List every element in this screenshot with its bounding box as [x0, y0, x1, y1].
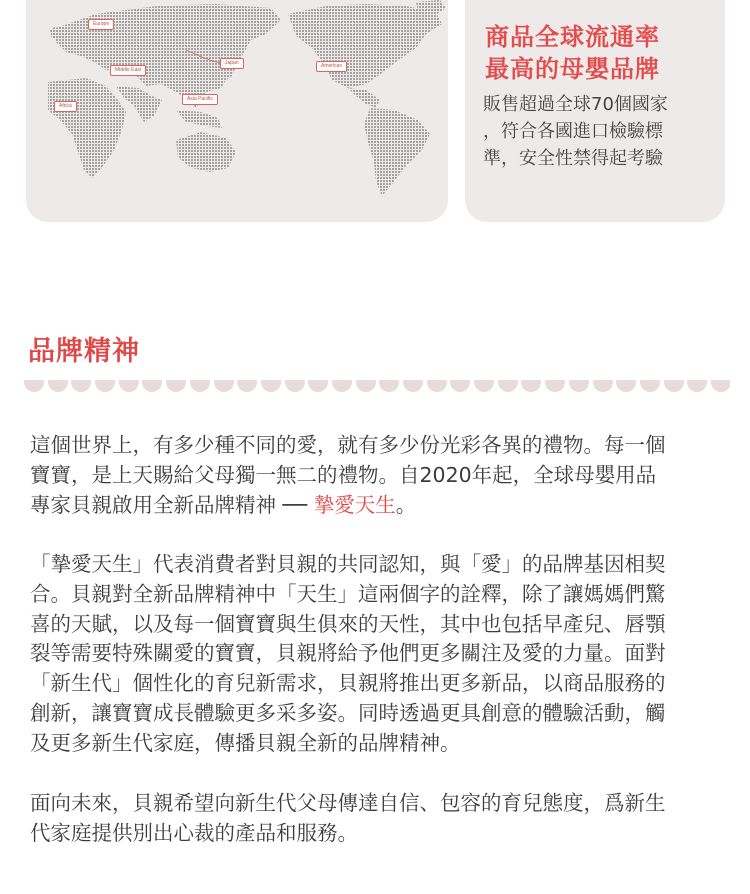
divider-dot	[664, 380, 684, 392]
paragraph-brand-meaning	[30, 550, 730, 759]
divider-dot	[214, 380, 234, 392]
paragraph-line: 寶寶，是上天賜給父母獨一無二的禮物。自2020年起，全球母嬰用品	[30, 462, 657, 487]
map-label-japan: Japan	[220, 58, 244, 69]
info-card-title	[485, 21, 715, 85]
divider-dot	[166, 380, 186, 392]
divider-dot	[403, 380, 423, 392]
divider-dot	[95, 380, 115, 392]
divider-dot	[119, 380, 139, 392]
divider-dot	[332, 380, 352, 392]
paragraph-intro	[30, 431, 730, 520]
divider-dot	[285, 380, 305, 392]
divider-dot	[521, 380, 541, 392]
divider-dot	[261, 380, 281, 392]
distribution-info-card	[465, 0, 725, 222]
paragraph-line: 面向未來，貝親希望向新生代父母傳達自信、包容的育兒態度，爲新生	[30, 791, 666, 815]
paragraph-text: 。	[395, 492, 417, 517]
map-label-asia-pacific: Asia Pacific	[182, 94, 218, 105]
divider-dot	[142, 380, 162, 392]
divider-dot	[498, 380, 518, 392]
info-title-line: 商品全球流通率	[485, 23, 660, 51]
info-body-line: ，符合各國進口檢驗標	[483, 121, 663, 142]
divider-dot	[450, 380, 470, 392]
divider-dot	[616, 380, 636, 392]
divider-dot	[569, 380, 589, 392]
dotted-divider	[24, 380, 730, 392]
divider-dot	[24, 380, 44, 392]
divider-dot	[356, 380, 376, 392]
info-body-line: 準，安全性禁得起考驗	[483, 148, 663, 169]
world-map-card	[26, 0, 448, 222]
info-card-body	[483, 91, 713, 172]
divider-dot	[379, 380, 399, 392]
paragraph-line: 喜的天賦，以及每一個寶寶與生俱來的天性，其中也包括早產兒、唇顎	[30, 611, 666, 636]
divider-dot	[711, 380, 730, 392]
divider-dot	[593, 380, 613, 392]
divider-dot	[308, 380, 328, 392]
info-title-line: 最高的母嬰品牌	[485, 55, 660, 83]
divider-dot	[687, 380, 707, 392]
world-map-image	[26, 0, 448, 222]
section-title: 品牌精神	[28, 336, 140, 367]
divider-dot	[545, 380, 565, 392]
paragraph-line: 「摯愛天生」代表消費者對貝親的共同認知，與「愛」的品牌基因相契	[30, 552, 666, 576]
map-label-american: American	[316, 61, 347, 72]
divider-dot	[71, 380, 91, 392]
divider-dot	[190, 380, 210, 392]
brand-slogan-highlight: 摯愛天生	[313, 492, 396, 517]
divider-dot	[640, 380, 660, 392]
paragraph-line: 這個世界上，有多少種不同的愛，就有多少份光彩各異的禮物。每一個	[30, 433, 666, 457]
paragraph-line	[30, 491, 730, 521]
divider-dot	[427, 380, 447, 392]
divider-dot	[48, 380, 68, 392]
divider-dot	[237, 380, 257, 392]
map-label-europe: Europe	[88, 19, 114, 30]
paragraph-line: 合。貝親對全新品牌精神中「天生」這兩個字的詮釋，除了讓媽媽們驚	[30, 581, 666, 606]
paragraph-line: 代家庭提供別出心裁的產品和服務。	[30, 820, 358, 845]
paragraph-future	[30, 789, 730, 849]
map-label-middle-east: Middle East	[110, 65, 146, 76]
paragraph-line: 裂等需要特殊關愛的寶寶，貝親將給予他們更多關注及愛的力量。面對	[30, 641, 666, 666]
paragraph-text: 專家貝親啟用全新品牌精神 ──	[30, 492, 314, 517]
paragraph-line: 「新生代」個性化的育兒新需求，貝親將推出更多新品，以商品服務的	[30, 671, 666, 696]
map-label-africa: Africa	[54, 101, 77, 112]
paragraph-line: 及更多新生代家庭，傳播貝親全新的品牌精神。	[30, 730, 461, 755]
paragraph-line: 創新，讓寶寶成長體驗更多采多姿。同時透過更具創意的體驗活動，觸	[30, 700, 666, 725]
divider-dot	[474, 380, 494, 392]
info-body-line: 販售超過全球70個國家	[483, 94, 668, 115]
